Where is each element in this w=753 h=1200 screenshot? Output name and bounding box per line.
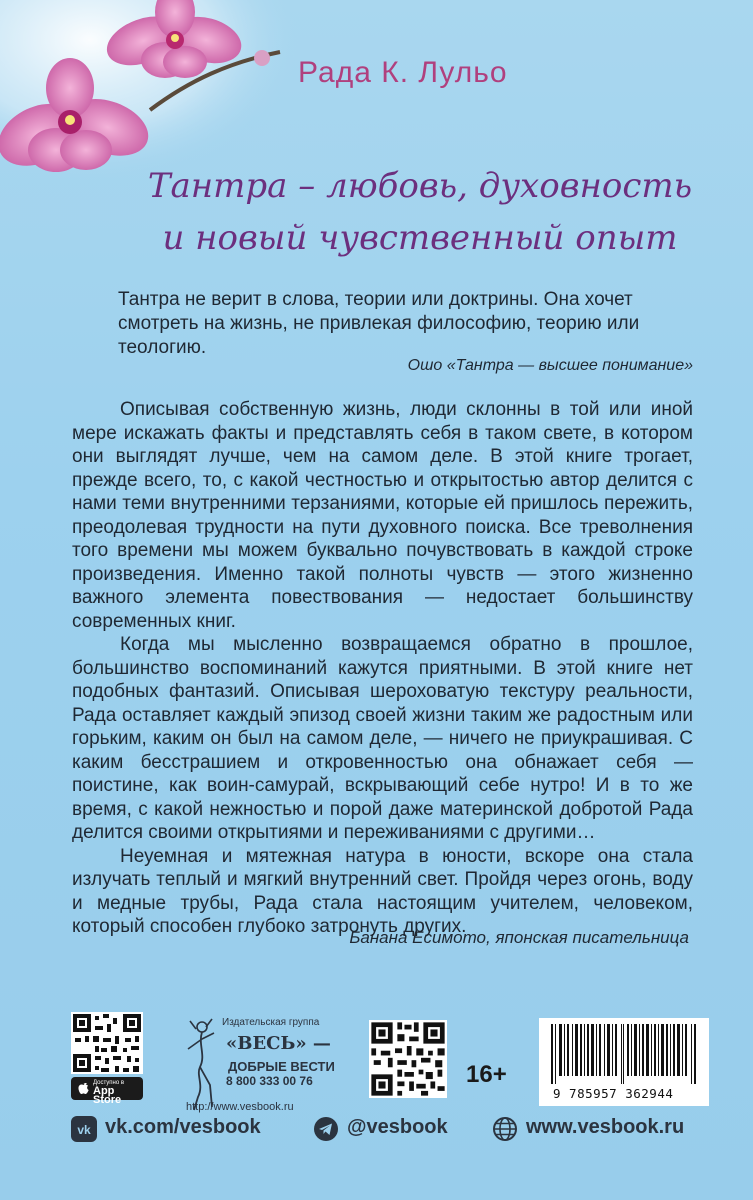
isbn-barcode — [539, 1018, 709, 1106]
app-store-small-label: Доступно в — [93, 1080, 125, 1086]
publisher-phone: 8 800 333 00 76 — [226, 1074, 313, 1088]
publisher-url[interactable]: http://www.vesbook.ru — [186, 1101, 294, 1113]
author-name: Рада К. Лульо — [298, 56, 508, 89]
telegram-icon — [313, 1116, 339, 1142]
publisher-logo-block — [182, 1015, 352, 1125]
book-title-line-1: Тантра – любовь, духовность — [147, 166, 693, 206]
website-link-label: www.vesbook.ru — [526, 1116, 685, 1138]
telegram-link-label: @vesbook — [347, 1116, 448, 1138]
annotation-paragraph-2: Когда мы мысленно возвращаемся обратно в прошлое, большинство воспоминаний кажутся приятными. В этой книге нет подобных фантазий. Описывая шероховатую текстуру реальности, Рада оставляет каждый эпизод своей жизни таким же радостным или горьким, каким он был на самом деле, — ничего не приукрашивая. С каким бесстрашием и откровенностью она обнажает себя — поистине, как воин-самурай, вскрывающий себе нутро! И в то же время, с какой нежностью и порой даже материнской добротой Рада делится своими открытиями и переживаниями с другими… — [72, 634, 693, 843]
qr-code-site[interactable] — [369, 1020, 447, 1098]
review-signature: Банана Есимото, японская писательница — [349, 928, 689, 947]
age-rating: 16+ — [466, 1061, 507, 1088]
annotation-text — [72, 398, 693, 939]
publisher-name: «ВЕСЬ» — — [226, 1033, 331, 1054]
annotation-paragraph-1: Описывая собственную жизнь, люди склонны в той или иной мере искажать факты и представлять себя в таком свете, в котором они выглядят лучше, чем на самом деле. В этой книге трогает, прежде всего, то, с какой честностью и открытостью автор делится с нами теми внутренними терзаниями, которые ей пришлось пережить, преодолевая трудности на пути духовного поиска. Все треволнения того времени мы можем буквально почувствовать в каждой строке произведения. Именно такой полноты чувств — этого жизненно важного элемента повествования — недостает большинству современных книг. — [72, 399, 693, 632]
apple-icon — [77, 1081, 90, 1095]
epigraph-quote: Тантра не верит в слова, теории или доктрины. Она хочет смотреть на жизнь, не привлекая философию, теорию или теологию. — [118, 289, 640, 358]
vk-link-label: vk.com/vesbook — [105, 1116, 261, 1138]
app-store-badge[interactable] — [71, 1077, 143, 1106]
annotation-paragraph-3: Неуемная и мятежная натура в юности, вскоре она стала излучать теплый и мягкий внутренний свет. Пройдя через огонь, воду и медные трубы, Рада стала настоящим учителем, человеком, который способен глубоко затронуть других. — [72, 845, 693, 937]
qr-code-app[interactable] — [71, 1012, 143, 1074]
app-store-label: App Store — [93, 1085, 122, 1106]
vk-icon — [71, 1116, 97, 1142]
publisher-group-label: Издательская группа — [222, 1017, 320, 1028]
barcode-icon — [551, 1024, 697, 1084]
publisher-tagline: ДОБРЫЕ ВЕСТИ — [228, 1059, 335, 1074]
svg-text:vk: vk — [77, 1123, 91, 1137]
herald-figure-icon — [182, 1015, 218, 1115]
isbn-number: 9 785957 362944 — [553, 1086, 674, 1101]
globe-icon — [492, 1116, 518, 1142]
epigraph-source: Ошо «Тантра — высшее понимание» — [407, 357, 693, 374]
book-title-line-2: и новый чувственный опыт — [162, 218, 678, 258]
